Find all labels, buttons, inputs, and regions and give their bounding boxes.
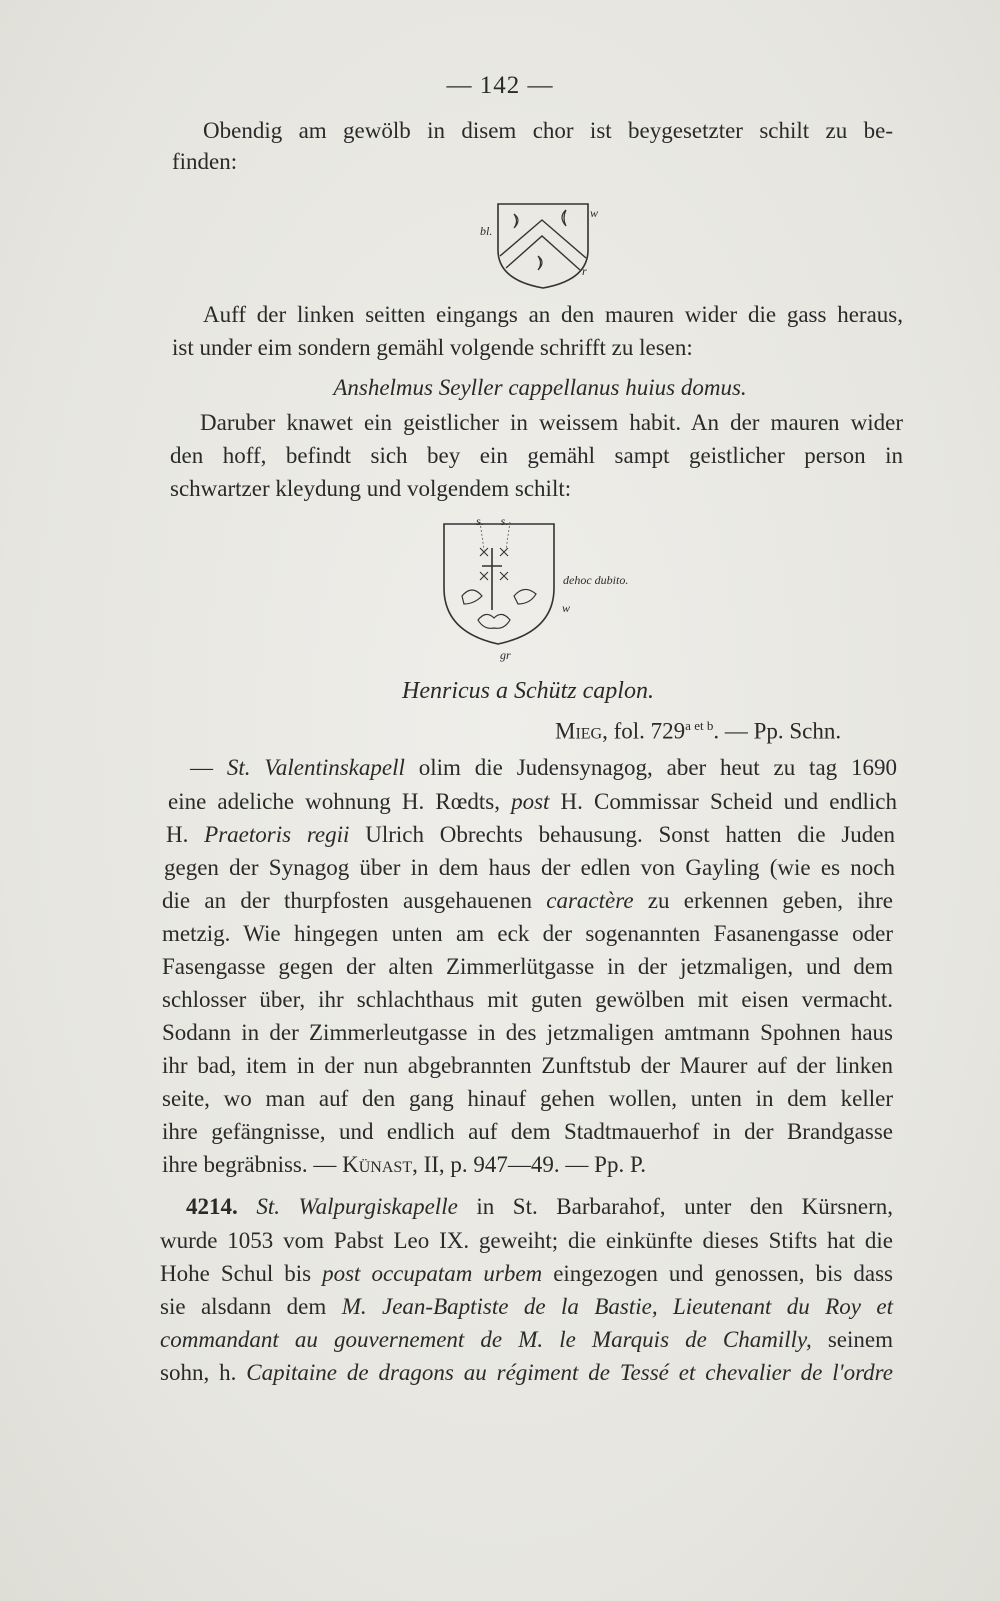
tincture-mark: s. s.: [476, 514, 509, 528]
text-line: schlosser über, ihr schlachthaus mit guten gewölben mit eisen vermacht.: [162, 987, 893, 1012]
text-line: die an der thurpfosten ausgehauenen caractère zu erkennen geben, ihre: [162, 888, 893, 913]
text-line: ist under eim sondern gemähl volgende schrifft zu lesen:: [172, 335, 693, 360]
text-line: 4214. St. Walpurgiskapelle in St. Barbarahof, unter den Kürsnern,: [186, 1194, 893, 1219]
text-line: Fasengasse gegen der alten Zimmerlütgasse in der jetzmaligen, und dem: [162, 954, 893, 979]
text-line: wurde 1053 vom Pabst Leo IX. geweiht; die einkünfte dieses Stifts hat die: [160, 1228, 893, 1253]
text-line: Obendig am gewölb in disem chor ist beygesetzter schilt zu be-: [203, 118, 893, 143]
source-citation: Mieg, fol. $729^{a et b}$. — Pp. Schn.: [555, 718, 842, 744]
text-line: — St. Valentinskapell olim die Judensynagog, aber heut zu tag 1690: [190, 755, 898, 780]
text-line: H. Praetoris regii Ulrich Obrechts behausung. Sonst hatten die Juden: [166, 822, 895, 847]
text-line: commandant au gouvernement de M. le Marquis de Chamilly, seinem: [160, 1327, 893, 1352]
caption-name: Henricus a Schütz caplon.: [402, 678, 654, 704]
inscription: Anshelmus Seyller cappellanus huius domus.: [333, 375, 747, 400]
text-line: gegen der Synagog über in dem haus der edlen von Gayling (wie es noch: [164, 855, 895, 880]
text-line: sie alsdann dem M. Jean-Baptiste de la Bastie, Lieutenant du Roy et: [160, 1294, 894, 1319]
text-line: Daruber knawet ein geistlicher in weissem habit. An der mauren wider: [200, 410, 903, 435]
tincture-mark: w: [562, 601, 571, 615]
tincture-mark: w: [590, 206, 599, 220]
text-line: Sodann in der Zimmerleutgasse in des jetzmaligen amtmann Spohnen haus: [162, 1020, 893, 1045]
text-line: sohn, h. Capitaine de dragons au régiment de Tessé et chevalier de l'ordre: [160, 1360, 893, 1385]
text-line: metzig. Wie hingegen unten am eck der sogenannten Fasanengasse oder: [162, 921, 893, 946]
tincture-mark: gr: [500, 648, 511, 662]
page-number: — 142 —: [446, 72, 554, 99]
text-line: schwartzer kleydung und volgendem schilt:: [170, 476, 572, 501]
tincture-mark: r: [582, 264, 587, 278]
text-line: den hoff, befindt sich bey ein gemähl sampt geistlicher person in: [170, 443, 903, 468]
text-line: ihre gefängnisse, und endlich auf dem Stadtmauerhof in der Brandgasse: [162, 1119, 893, 1144]
text-line: finden:: [172, 149, 238, 174]
entry-number: 4214.: [186, 1194, 238, 1219]
text-line: Auff der linken seitten eingangs an den mauren wider die gass heraus,: [203, 302, 903, 327]
text-line: ihre begräbniss. — Künast, II, p. 947—49. — Pp. P.: [162, 1152, 646, 1177]
coat-of-arms-shield: [440, 520, 560, 648]
text-line: eine adeliche wohnung H. Rœdts, post H. Commissar Scheid und endlich: [168, 789, 897, 814]
text-line: ihr bad, item in der nun abgebrannten Zunftstub der Maurer auf der linken: [162, 1053, 893, 1078]
shield-motto: dehoc dubito.: [563, 573, 629, 587]
text-line: Hohe Schul bis post occupatam urbem eingezogen und genossen, bis dass: [160, 1261, 893, 1286]
source-author: Mieg: [555, 718, 603, 744]
tincture-mark: bl.: [480, 224, 493, 238]
text-line: seite, wo man auf den gang hinauf gehen wollen, unten in dem keller: [162, 1086, 893, 1111]
